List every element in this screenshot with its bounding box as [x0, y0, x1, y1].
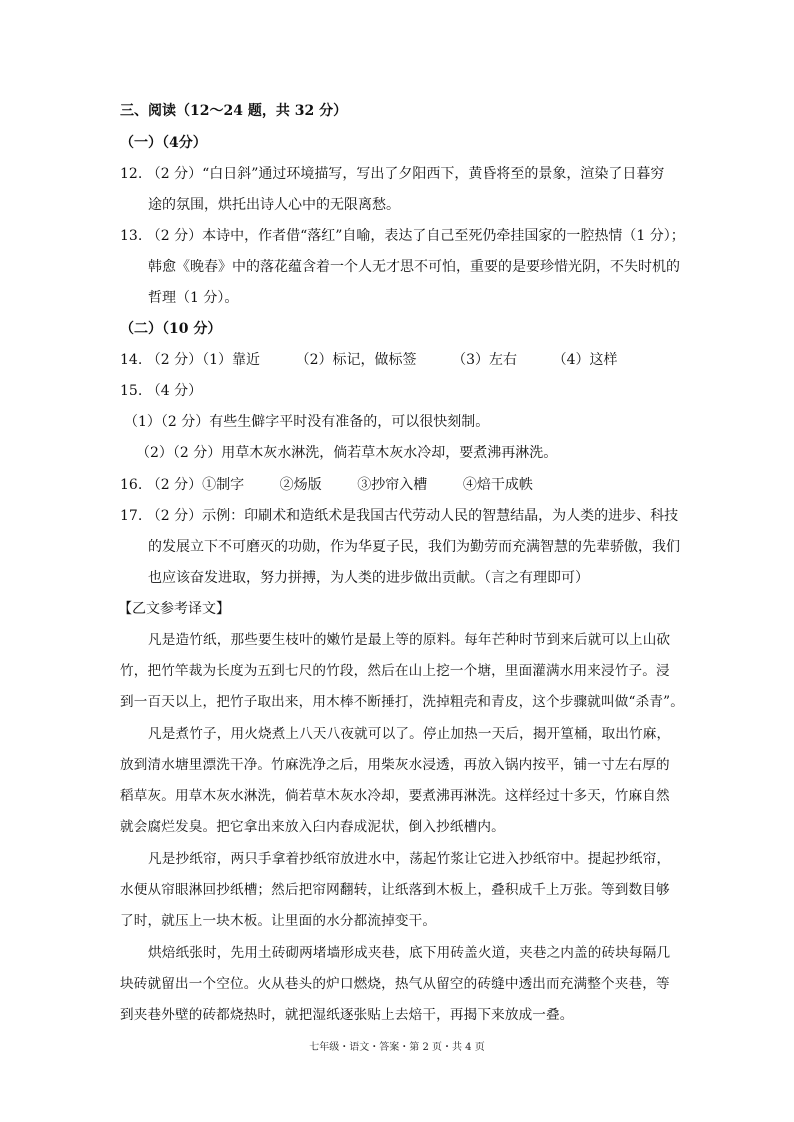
- translation-p4-line-2: 块砖就留出一个空位。火从巷头的炉口燃烧，热气从留空的砖缝中透出而充满整个夹巷，等: [120, 976, 670, 992]
- q15-sub-2: （2）（2 分）用草木灰水淋洗，倘若草木灰水冷却，要煮沸再淋洗。: [136, 445, 558, 461]
- translation-p2-line-3: 稻草灰。用草木灰水淋洗，倘若草木灰水冷却，要煮沸再淋洗。这样经过十多天，竹麻自然: [120, 788, 670, 804]
- translation-p1-line-1: 凡是造竹纸，那些要生枝叶的嫩竹是最上等的原料。每年芒种时节到来后就可以上山砍: [148, 632, 671, 648]
- translation-p1-line-2: 竹，把竹竿裁为长度为五到七尺的竹段，然后在山上挖一个塘，里面灌满水用来浸竹子。浸: [120, 663, 670, 679]
- q13-line-3: 哲理（1 分）。: [148, 290, 239, 306]
- q13-line-2: 韩愈《晚春》中的落花蕴含着一个人无才思不可怕，重要的是要珍惜光阴，不失时机的: [148, 259, 680, 275]
- q12-line-1: 12. （2 分）“白日斜”通过环境描写，写出了夕阳西下，黄昏将至的景象，渲染了日暮穷: [120, 166, 665, 182]
- translation-p3-line-3: 了时，就压上一块木板。让里面的水分都流掉变干。: [120, 913, 437, 929]
- translation-p3-line-2: 水便从帘眼淋回抄纸槽；然后把帘网翻转，让纸落到木板上，叠积成千上万张。等到数目够: [120, 882, 670, 898]
- translation-p3-line-1: 凡是抄纸帘，两只手拿着抄纸帘放进水中，荡起竹浆让它进入抄纸帘中。提起抄纸帘，: [148, 851, 671, 867]
- part2-heading: （二）（10 分）: [120, 321, 222, 337]
- part1-heading: （一）（4分）: [120, 135, 207, 151]
- section-heading: 三、阅读（12～24 题，共 32 分）: [120, 103, 348, 119]
- translation-p2-line-4: 就会腐烂发臭。把它拿出来放入臼内舂成泥状，倒入抄纸槽内。: [120, 819, 505, 835]
- q16-answer: 16. （2 分）①制字 ②炀版 ③抄帘入槽 ④焙干成帙: [120, 477, 533, 493]
- q17-line-2: 的发展立下不可磨灭的功勋，作为华夏子民，我们为勤劳而充满智慧的先辈骄傲，我们: [148, 539, 680, 555]
- translation-p4-line-1: 烘焙纸张时，先用土砖砌两堵墙形成夹巷，底下用砖盖火道，夹巷之内盖的砖块每隔几: [148, 945, 671, 961]
- q13-line-1: 13. （2 分）本诗中，作者借“落红”自喻，表达了自己至死仍牵挂国家的一腔热情（1 分）；: [120, 228, 685, 244]
- translation-p4-line-3: 到夹巷外壁的砖都烧热时，就把湿纸逐张贴上去焙干，再揭下来放成一叠。: [120, 1007, 574, 1023]
- q17-line-1: 17. （2 分）示例：印刷术和造纸术是我国古代劳动人民的智慧结晶，为人类的进步、科技: [120, 508, 679, 524]
- translation-p2-line-2: 放到清水塘里漂洗干净。竹麻洗净之后，用柴灰水浸透，再放入锅内按平，铺一寸左右厚的: [120, 757, 670, 773]
- translation-p2-line-1: 凡是煮竹子，用火烧煮上八天八夜就可以了。停止加热一天后，揭开篁桶，取出竹麻，: [148, 726, 671, 742]
- translation-p1-line-3: 到一百天以上，把竹子取出来，用木棒不断捶打，洗掉粗壳和青皮，这个步骤就叫做“杀青”。: [120, 694, 684, 710]
- q17-line-3: 也应该奋发进取，努力拼搏，为人类的进步做出贡献。（言之有理即可）: [148, 570, 589, 586]
- translation-heading: 【乙文参考译文】: [118, 601, 230, 617]
- q12-line-2: 途的氛围，烘托出诗人心中的无限离愁。: [148, 197, 400, 213]
- q14-answer: 14. （2 分）（1）靠近 （2）标记，做标签 （3）左右 （4）这样: [120, 352, 618, 368]
- q15-sub-1: （1）（2 分）有些生僻字平时没有准备的，可以很快刻制。: [124, 414, 490, 430]
- q15-heading: 15. （4 分）: [120, 383, 203, 399]
- page-footer: 七年级・语文・答案・第 2 页・共 4 页: [309, 1042, 485, 1053]
